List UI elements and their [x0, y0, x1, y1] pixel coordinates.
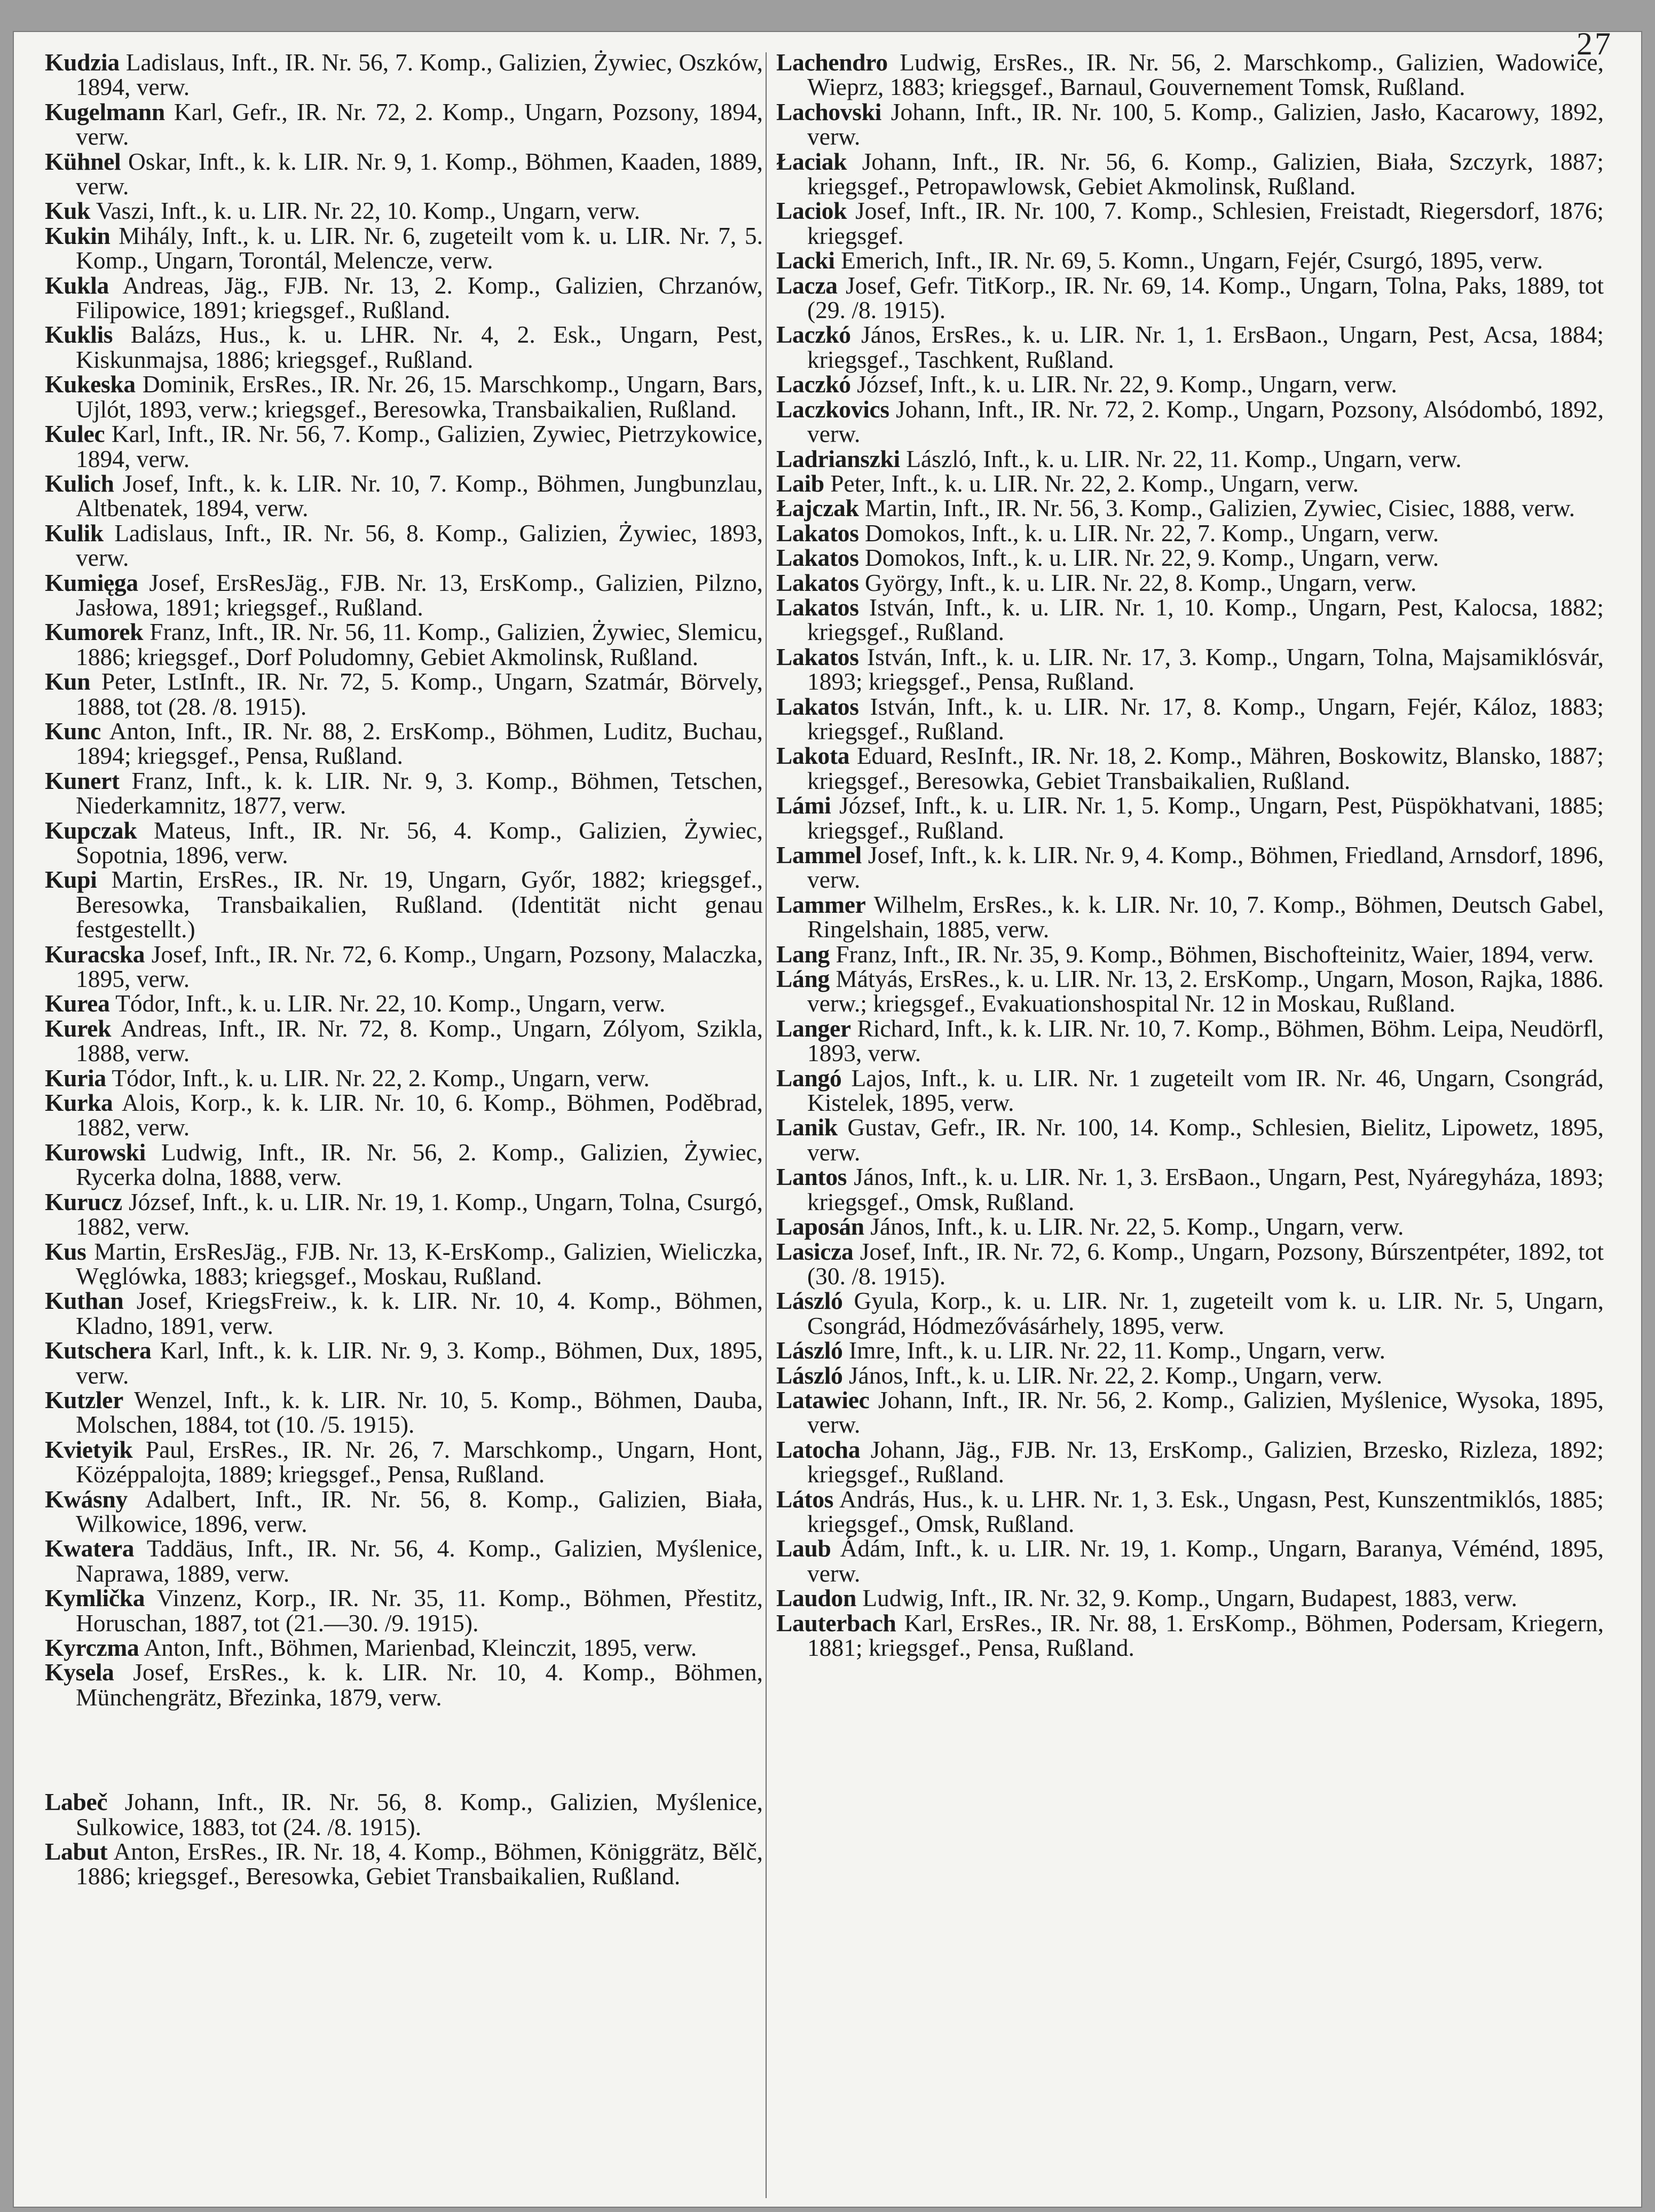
entry-surname: Kvietyik — [45, 1435, 133, 1463]
entry-details: Paul, ErsRes., IR. Nr. 26, 7. Marschkomp., Ungarn, Hont, Középpalojta, 1889; kriegsgef., Pensa, Rußland. — [76, 1435, 763, 1488]
left-column — [45, 50, 763, 1889]
entry-details: Peter, Inft., k. u. LIR. Nr. 22, 2. Komp., Ungarn, verw. — [830, 469, 1359, 497]
entry-surname: Kymlička — [45, 1584, 145, 1612]
list-item — [776, 521, 1604, 546]
entry-surname: Kulik — [45, 519, 104, 547]
list-item — [776, 694, 1604, 744]
entry-surname: Laudon — [776, 1584, 856, 1612]
entry-surname: Kudzia — [45, 49, 120, 76]
entry-surname: Lachovski — [776, 98, 882, 125]
entry-surname: Laczkó — [776, 321, 851, 349]
list-item — [45, 1487, 763, 1537]
entry-surname: Lakota — [776, 742, 850, 770]
list-item — [776, 645, 1604, 694]
entry-details: Mátyás, ErsRes., k. u. LIR. Nr. 13, 2. ErsKomp., Ungarn, Moson, Rajka, 1886. verw.; kriegsgef., Evakuationshospital Nr. 12 in Moskau, Rußland. — [807, 965, 1604, 1017]
entry-surname: Lacki — [776, 247, 835, 274]
document-page — [13, 26, 1642, 2208]
entry-surname: Kutzler — [45, 1386, 123, 1413]
list-item — [45, 1016, 763, 1066]
list-item — [45, 50, 763, 100]
list-item — [45, 818, 763, 868]
entry-details: Martin, ErsRes., IR. Nr. 19, Ungarn, Győr, 1882; kriegsgef., Beresowka, Transbaikalien, Rußland. (Identität nicht genau festgestellt.) — [76, 866, 763, 943]
entry-surname: Łaciak — [776, 147, 847, 175]
list-item — [776, 744, 1604, 793]
entry-details: Ludwig, Inft., IR. Nr. 32, 9. Komp., Ungarn, Budapest, 1883, verw. — [862, 1584, 1517, 1612]
list-item — [776, 1016, 1604, 1066]
entry-surname: Lang — [776, 940, 830, 968]
entry-surname: Kunert — [45, 767, 120, 794]
entry-surname: Laib — [776, 469, 824, 497]
entry-surname: Ladrianszki — [776, 445, 900, 472]
entry-surname: Lakatos — [776, 643, 859, 670]
entry-surname: Kunc — [45, 717, 101, 745]
list-item — [45, 1190, 763, 1239]
entry-details: Gyula, Korp., k. u. LIR. Nr. 1, zugeteilt vom k. u. LIR. Nr. 5, Ungarn, Csongrád, Hódmezővásárhely, 1895, verw. — [807, 1287, 1604, 1339]
entry-details: Tódor, Inft., k. u. LIR. Nr. 22, 2. Komp., Ungarn, verw. — [112, 1064, 650, 1092]
entry-details: Johann, Inft., IR. Nr. 56, 2. Komp., Galizien, Myślenice, Wysoka, 1895, verw. — [807, 1386, 1604, 1439]
entry-details: Mateus, Inft., IR. Nr. 56, 4. Komp., Galizien, Żywiec, Sopotnia, 1896, verw. — [76, 816, 763, 868]
entry-details: János, Inft., k. u. LIR. Nr. 22, 5. Komp., Ungarn, verw. — [870, 1213, 1404, 1241]
entry-surname: Kupi — [45, 866, 97, 894]
entry-surname: Lámi — [776, 792, 831, 819]
entry-details: Andreas, Jäg., FJB. Nr. 13, 2. Komp., Galizien, Chrzanów, Filipowice, 1891; kriegsgef., Rußland. — [76, 271, 763, 324]
right-column — [776, 50, 1604, 1660]
entry-surname: Kurka — [45, 1089, 113, 1117]
entry-details: Josef, Inft., k. k. LIR. Nr. 10, 7. Komp., Böhmen, Jungbunzlau, Altbenatek, 1894, verw. — [76, 469, 763, 522]
entry-details: István, Inft., k. u. LIR. Nr. 1, 10. Komp., Ungarn, Pest, Kalocsa, 1882; kriegsgef., Rußland. — [807, 593, 1604, 646]
entry-details: György, Inft., k. u. LIR. Nr. 22, 8. Komp., Ungarn, verw. — [865, 568, 1417, 596]
column-divider — [766, 52, 767, 2198]
entry-surname: Lakatos — [776, 692, 859, 720]
entry-details: Josef, Inft., IR. Nr. 72, 6. Komp., Ungarn, Pozsony, Malaczka, 1895, verw. — [76, 940, 763, 993]
entry-details: Peter, LstInft., IR. Nr. 72, 5. Komp., Ungarn, Szatmár, Börvely, 1888, tot (28. /8. 1915). — [76, 668, 763, 720]
entry-details: Josef, Inft., k. k. LIR. Nr. 9, 4. Komp., Böhmen, Friedland, Arnsdorf, 1896, verw. — [807, 841, 1604, 894]
entry-details: Wenzel, Inft., k. k. LIR. Nr. 10, 5. Komp., Böhmen, Dauba, Molschen, 1884, tot (10. /5. 1915). — [76, 1386, 763, 1439]
entry-details: Franz, Inft., IR. Nr. 56, 11. Komp., Galizien, Żywiec, Slemicu, 1886; kriegsgef., Dorf Poludomny, Gebiet Akmolinsk, Rußland. — [76, 618, 763, 670]
entry-details: József, Inft., k. u. LIR. Nr. 1, 5. Komp., Ungarn, Pest, Püspökhatvani, 1885; kriegsgef., Rußland. — [807, 792, 1604, 844]
entry-details: Domokos, Inft., k. u. LIR. Nr. 22, 9. Komp., Ungarn, verw. — [865, 544, 1439, 572]
list-item — [776, 322, 1604, 372]
entry-surname: Laczkó — [776, 370, 851, 398]
entry-surname: Łajczak — [776, 494, 859, 522]
entry-surname: Kumorek — [45, 618, 144, 646]
entry-details: Josef, Inft., IR. Nr. 100, 7. Komp., Schlesien, Freistadt, Riegersdorf, 1876; kriegsgef. — [807, 197, 1604, 249]
list-item — [45, 620, 763, 669]
list-item — [45, 1437, 763, 1487]
list-item — [45, 1388, 763, 1437]
entry-surname: Labut — [45, 1838, 108, 1866]
list-item — [776, 496, 1604, 520]
entry-details: Franz, Inft., IR. Nr. 35, 9. Komp., Böhmen, Bischofteinitz, Waier, 1894, verw. — [836, 940, 1594, 968]
entry-surname: Latawiec — [776, 1386, 870, 1413]
entry-details: Tódor, Inft., k. u. LIR. Nr. 22, 10. Komp., Ungarn, verw. — [115, 990, 666, 1017]
list-item — [776, 967, 1604, 1016]
list-item — [776, 892, 1604, 942]
entry-details: Karl, Inft., k. k. LIR. Nr. 9, 3. Komp., Böhmen, Dux, 1895, verw. — [76, 1337, 763, 1389]
entry-surname: Kuklis — [45, 321, 113, 349]
list-item — [776, 1611, 1604, 1661]
list-item — [45, 669, 763, 719]
entry-details: László, Inft., k. u. LIR. Nr. 22, 11. Komp., Ungarn, verw. — [906, 445, 1462, 472]
list-item — [45, 521, 763, 571]
entry-surname: Kuria — [45, 1064, 106, 1092]
list-item — [45, 1636, 763, 1660]
entry-surname: Laposán — [776, 1213, 864, 1241]
entry-surname: Lanik — [776, 1113, 838, 1141]
entry-details: Eduard, ResInft., IR. Nr. 18, 2. Komp., Mähren, Boskowitz, Blansko, 1887; kriegsgef., Beresowka, Gebiet Transbaikalien, Rußland. — [807, 742, 1604, 794]
list-item — [776, 397, 1604, 447]
entry-details: Oskar, Inft., k. k. LIR. Nr. 9, 1. Komp., Böhmen, Kaaden, 1889, verw. — [76, 147, 763, 200]
list-item — [776, 372, 1604, 397]
entry-details: Taddäus, Inft., IR. Nr. 56, 4. Komp., Galizien, Myślenice, Naprawa, 1889, verw. — [76, 1535, 763, 1587]
entry-surname: Kühnel — [45, 147, 121, 175]
list-item — [45, 422, 763, 471]
entry-details: Wilhelm, ErsRes., k. k. LIR. Nr. 10, 7. Komp., Böhmen, Deutsch Gabel, Ringelshain, 1885, verw. — [807, 890, 1604, 943]
entry-surname: Kukeska — [45, 370, 136, 398]
entry-surname: Kutschera — [45, 1337, 152, 1364]
list-item — [45, 1239, 763, 1289]
entry-surname: Kurea — [45, 990, 110, 1017]
list-item — [45, 199, 763, 223]
list-item — [776, 248, 1604, 273]
entry-details: Johann, Inft., IR. Nr. 56, 8. Komp., Galizien, Myślenice, Sulkowice, 1883, tot (24. /8. 1915). — [76, 1788, 763, 1840]
list-item — [45, 867, 763, 942]
list-item — [776, 1388, 1604, 1437]
list-item — [45, 1338, 763, 1388]
list-item — [776, 1437, 1604, 1487]
entry-details: Imre, Inft., k. u. LIR. Nr. 22, 11. Komp., Ungarn, verw. — [848, 1337, 1385, 1364]
list-item — [776, 843, 1604, 892]
entry-details: Karl, ErsRes., IR. Nr. 88, 1. ErsKomp., Böhmen, Podersam, Kriegern, 1881; kriegsgef., Pensa, Rußland. — [807, 1609, 1604, 1661]
list-item — [45, 1289, 763, 1338]
entry-surname: Lammer — [776, 890, 866, 918]
entry-details: Mihály, Inft., k. u. LIR. Nr. 6, zugeteilt vom k. u. LIR. Nr. 7, 5. Komp., Ungarn, Torontál, Melencze, verw. — [76, 222, 763, 274]
entry-surname: Lakatos — [776, 544, 859, 572]
entry-surname: Kus — [45, 1237, 86, 1265]
list-item — [776, 546, 1604, 570]
list-item — [45, 1839, 763, 1889]
section-gap — [45, 1710, 763, 1790]
list-item — [776, 568, 1604, 596]
list-item — [776, 199, 1604, 248]
list-item — [45, 224, 763, 273]
entry-surname: Lachendro — [776, 49, 888, 76]
list-item — [45, 1586, 763, 1636]
entry-surname: László — [776, 1337, 843, 1364]
list-item — [776, 149, 1604, 199]
list-item — [776, 50, 1604, 100]
list-item — [776, 1115, 1604, 1165]
entry-details: Josef, Inft., IR. Nr. 72, 6. Komp., Ungarn, Pozsony, Búrszentpéter, 1892, tot (30. /8. 1915). — [807, 1237, 1604, 1290]
entry-surname: Láng — [776, 965, 830, 993]
entry-details: Martin, Inft., IR. Nr. 56, 3. Komp., Galizien, Zywiec, Cisiec, 1888, verw. — [864, 494, 1575, 522]
list-item — [45, 568, 763, 621]
entry-surname: Laub — [776, 1535, 831, 1562]
entry-details: Adalbert, Inft., IR. Nr. 56, 8. Komp., Galizien, Biała, Wilkowice, 1896, verw. — [76, 1485, 763, 1537]
list-item — [45, 149, 763, 199]
entry-details: Johann, Jäg., FJB. Nr. 13, ErsKomp., Galizien, Brzesko, Rizleza, 1892; kriegsgef., Rußland. — [807, 1435, 1604, 1488]
entry-surname: Lauterbach — [776, 1609, 896, 1637]
list-item — [45, 1790, 763, 1839]
entry-surname: Laczkovics — [776, 395, 889, 423]
entry-details: János, Inft., k. u. LIR. Nr. 1, 3. ErsBaon., Ungarn, Pest, Nyáregyháza, 1893; kriegsgef., Omsk, Rußland. — [807, 1163, 1604, 1215]
entry-details: József, Inft., k. u. LIR. Nr. 22, 9. Komp., Ungarn, verw. — [857, 370, 1397, 398]
entry-details: Ladislaus, Inft., IR. Nr. 56, 7. Komp., Galizien, Żywiec, Oszków, 1894, verw. — [76, 49, 763, 101]
entry-surname: Kurek — [45, 1014, 112, 1042]
list-item — [45, 273, 763, 323]
entry-details: Johann, Inft., IR. Nr. 56, 6. Komp., Galizien, Biała, Szczyrk, 1887; kriegsgef., Petropawlowsk, Gebiet Akmolinsk, Rußland. — [807, 147, 1604, 200]
entry-details: Domokos, Inft., k. u. LIR. Nr. 22, 7. Komp., Ungarn, verw. — [865, 519, 1439, 547]
list-item — [776, 471, 1604, 496]
list-item — [45, 100, 763, 149]
entry-details: Richard, Inft., k. k. LIR. Nr. 10, 7. Komp., Böhmen, Böhm. Leipa, Neudörfl, 1893, verw. — [807, 1014, 1604, 1067]
entry-details: Josef, Gefr. TitKorp., IR. Nr. 69, 14. Komp., Ungarn, Tolna, Paks, 1889, tot (29. /8. 1915). — [807, 271, 1604, 324]
entry-details: Martin, ErsResJäg., FJB. Nr. 13, K-ErsKomp., Galizien, Wieliczka, Węglówka, 1883; kriegsgef., Moskau, Rußland. — [76, 1237, 763, 1290]
entry-details: Ladislaus, Inft., IR. Nr. 56, 8. Komp., Galizien, Żywiec, 1893, verw. — [76, 519, 763, 572]
entry-details: Ludwig, ErsRes., IR. Nr. 56, 2. Marschkomp., Galizien, Wadowice, Wieprz, 1883; kriegsgef., Barnaul, Gouvernement Tomsk, Rußland. — [807, 49, 1604, 101]
entry-details: Josef, KriegsFreiw., k. k. LIR. Nr. 10, 4. Komp., Böhmen, Kladno, 1891, verw. — [76, 1287, 763, 1339]
entry-details: Dominik, ErsRes., IR. Nr. 26, 15. Marschkomp., Ungarn, Bars, Ujlót, 1893, verw.; kriegsgef., Beresowka, Transbaikalien, Rußland. — [76, 370, 763, 423]
list-item — [776, 942, 1604, 967]
entry-details: Vaszi, Inft., k. u. LIR. Nr. 22, 10. Komp., Ungarn, verw. — [96, 197, 641, 225]
entry-details: Andreas, Inft., IR. Nr. 72, 8. Komp., Ungarn, Zólyom, Szikla, 1888, verw. — [76, 1014, 763, 1067]
entry-surname: Langó — [776, 1064, 842, 1092]
list-item — [45, 1091, 763, 1140]
entry-details: Karl, Inft., IR. Nr. 56, 7. Komp., Galizien, Zywiec, Pietrzykowice, 1894, verw. — [76, 420, 763, 472]
list-item — [776, 1536, 1604, 1586]
list-item — [45, 1536, 763, 1586]
list-item — [776, 1239, 1604, 1289]
entry-details: Balázs, Hus., k. u. LHR. Nr. 4, 2. Esk., Ungarn, Pest, Kiskunmajsa, 1886; kriegsgef., Rußland. — [76, 321, 763, 373]
entry-surname: Kysela — [45, 1658, 114, 1686]
entry-surname: Kulec — [45, 420, 105, 448]
entry-details: János, ErsRes., k. u. LIR. Nr. 1, 1. ErsBaon., Ungarn, Pest, Acsa, 1884; kriegsgef., Taschkent, Rußland. — [807, 321, 1604, 373]
entry-details: Ádám, Inft., k. u. LIR. Nr. 19, 1. Komp., Ungarn, Baranya, Véménd, 1895, verw. — [807, 1535, 1604, 1587]
entry-surname: Kun — [45, 668, 91, 696]
list-item — [45, 372, 763, 422]
list-item — [776, 1066, 1604, 1116]
list-item — [776, 1338, 1604, 1363]
entry-surname: Kulich — [45, 469, 114, 497]
entry-surname: Kupczak — [45, 816, 137, 844]
entry-surname: Laciok — [776, 197, 847, 225]
entry-surname: Lasicza — [776, 1237, 854, 1265]
entry-surname: Latocha — [776, 1435, 861, 1463]
entry-details: István, Inft., k. u. LIR. Nr. 17, 8. Komp., Ungarn, Fejér, Káloz, 1883; kriegsgef., Rußland. — [807, 692, 1604, 745]
list-item — [45, 1660, 763, 1710]
entry-surname: Kwatera — [45, 1535, 135, 1562]
entry-details: Vinzenz, Korp., IR. Nr. 35, 11. Komp., Böhmen, Přestitz, Horuschan, 1887, tot (21.—30. /9. 1915). — [76, 1584, 763, 1637]
entry-details: András, Hus., k. u. LHR. Nr. 1, 3. Esk., Ungasn, Pest, Kunszentmiklós, 1885; kriegsgef., Omsk, Rußland. — [807, 1485, 1604, 1537]
entry-surname: Látos — [776, 1485, 834, 1513]
entry-details: Johann, Inft., IR. Nr. 100, 5. Komp., Galizien, Jasło, Kacarowy, 1892, verw. — [807, 98, 1604, 151]
entry-surname: Lakatos — [776, 593, 859, 621]
list-item — [45, 1066, 763, 1091]
entry-surname: Lacza — [776, 271, 838, 299]
entry-details: Emerich, Inft., IR. Nr. 69, 5. Komn., Ungarn, Fejér, Csurgó, 1895, verw. — [841, 247, 1543, 274]
entry-details: Franz, Inft., k. k. LIR. Nr. 9, 3. Komp., Böhmen, Tetschen, Niederkamnitz, 1877, verw. — [76, 767, 763, 819]
entry-surname: Kuthan — [45, 1287, 124, 1315]
entry-surname: Lakatos — [776, 519, 859, 547]
list-item — [776, 1487, 1604, 1537]
entry-details: Alois, Korp., k. k. LIR. Nr. 10, 6. Komp., Böhmen, Poděbrad, 1882, verw. — [76, 1089, 763, 1141]
entry-details: Anton, Inft., Böhmen, Marienbad, Kleinczit, 1895, verw. — [144, 1634, 697, 1661]
entry-details: Josef, ErsResJäg., FJB. Nr. 13, ErsKomp., Galizien, Pilzno, Jasłowa, 1891; kriegsgef., Rußland. — [76, 568, 763, 621]
page-number: 27 — [1577, 26, 1613, 61]
entry-surname: Kurucz — [45, 1188, 122, 1215]
entry-surname: Lammel — [776, 841, 862, 868]
list-item — [45, 991, 763, 1016]
list-item — [776, 273, 1604, 323]
entry-surname: Langer — [776, 1014, 851, 1042]
entry-surname: Lantos — [776, 1163, 847, 1191]
entry-surname: László — [776, 1287, 843, 1315]
list-item — [776, 793, 1604, 843]
entry-surname: Kwásny — [45, 1485, 128, 1513]
entry-surname: Kukla — [45, 271, 109, 299]
entry-details: Anton, Inft., IR. Nr. 88, 2. ErsKomp., Böhmen, Luditz, Buchau, 1894; kriegsgef., Pensa, Rußland. — [76, 717, 763, 770]
list-item — [776, 1363, 1604, 1388]
entry-surname: Kuk — [45, 197, 91, 225]
list-item — [45, 942, 763, 992]
entry-details: István, Inft., k. u. LIR. Nr. 17, 3. Komp., Ungarn, Tolna, Majsamiklósvár, 1893; kriegsgef., Pensa, Rußland. — [807, 643, 1604, 696]
entry-surname: Kyrczma — [45, 1634, 139, 1661]
entry-details: Gustav, Gefr., IR. Nr. 100, 14. Komp., Schlesien, Bielitz, Lipowetz, 1895, verw. — [807, 1113, 1604, 1166]
list-item — [45, 769, 763, 818]
entry-surname: Kuracska — [45, 940, 145, 968]
entry-surname: Kurowski — [45, 1138, 146, 1166]
entry-details: Anton, ErsRes., IR. Nr. 18, 4. Komp., Böhmen, Königgrätz, Bělč, 1886; kriegsgef., Beresowka, Gebiet Transbaikalien, Rußland. — [76, 1838, 763, 1890]
list-item — [776, 595, 1604, 645]
entry-details: Josef, ErsRes., k. k. LIR. Nr. 10, 4. Komp., Böhmen, Münchengrätz, Březinka, 1879, verw. — [76, 1658, 763, 1711]
entry-details: Ludwig, Inft., IR. Nr. 56, 2. Komp., Galizien, Żywiec, Rycerka dolna, 1888, verw. — [76, 1138, 763, 1191]
list-item — [45, 471, 763, 521]
list-item — [776, 100, 1604, 149]
entry-surname: Labeč — [45, 1788, 108, 1816]
entry-details: János, Inft., k. u. LIR. Nr. 22, 2. Komp., Ungarn, verw. — [848, 1361, 1383, 1389]
entry-surname: Lakatos — [776, 568, 859, 596]
list-item — [45, 719, 763, 769]
entry-surname: Kugelmann — [45, 98, 165, 125]
entry-details: József, Inft., k. u. LIR. Nr. 19, 1. Komp., Ungarn, Tolna, Csurgó, 1882, verw. — [76, 1188, 763, 1241]
entry-surname: Kukin — [45, 222, 111, 249]
entry-surname: László — [776, 1361, 843, 1389]
entry-details: Lajos, Inft., k. u. LIR. Nr. 1 zugeteilt vom IR. Nr. 46, Ungarn, Csongrád, Kistelek, 1895, verw. — [807, 1064, 1604, 1117]
list-item — [776, 1586, 1604, 1610]
list-item — [776, 1289, 1604, 1338]
entry-surname: Kumięga — [45, 568, 138, 596]
entry-details: Johann, Inft., IR. Nr. 72, 2. Komp., Ungarn, Pozsony, Alsódombó, 1892, verw. — [807, 395, 1604, 448]
list-item — [45, 1140, 763, 1190]
entry-details: Karl, Gefr., IR. Nr. 72, 2. Komp., Ungarn, Pozsony, 1894, verw. — [76, 98, 763, 151]
list-item — [776, 1165, 1604, 1214]
list-item — [45, 322, 763, 372]
list-item — [776, 447, 1604, 471]
list-item — [776, 1214, 1604, 1239]
